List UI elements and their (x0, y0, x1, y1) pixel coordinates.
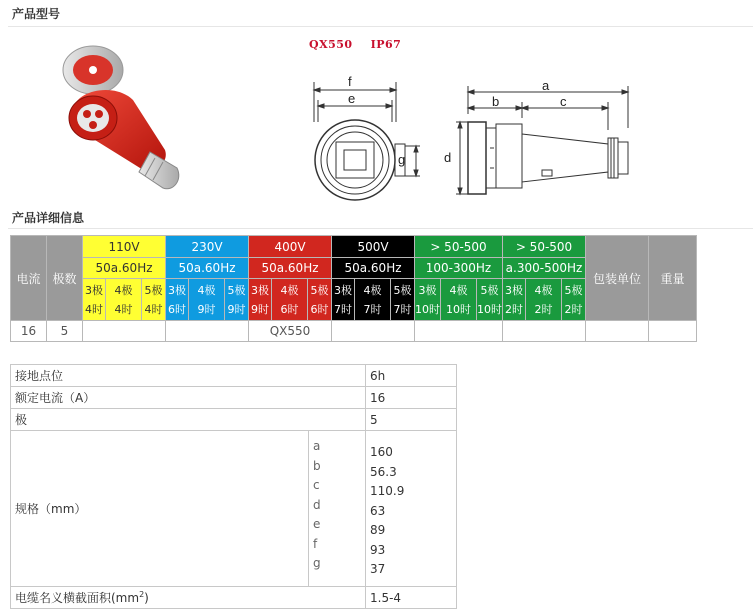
frequency-header: 50a.60Hz (166, 258, 249, 279)
dim-letter: c (313, 478, 320, 492)
dim-label-d: d (444, 150, 452, 165)
current-value: 16 (11, 321, 47, 342)
dim-letter: d (313, 497, 321, 512)
pole-cell: 5极 7时 (391, 279, 415, 321)
table-row (11, 431, 457, 587)
pole-cell: 5极 6时 (308, 279, 332, 321)
dim-value: 89 (370, 523, 386, 537)
dim-value: 56.3 (370, 464, 397, 479)
dim-label-g: g (398, 152, 406, 167)
dim-letter: b (313, 458, 321, 473)
dim-letter: e (313, 517, 321, 531)
model-value: QX550 (249, 321, 332, 342)
spec-label: 接地点位 (11, 365, 366, 387)
spec-value: 16 (366, 387, 457, 409)
spec-table (10, 364, 457, 609)
poles-value: 5 (47, 321, 83, 342)
spec-value: 5 (366, 409, 457, 431)
dim-value: 160 (370, 445, 393, 459)
front-view-drawing (298, 72, 428, 202)
model-label (309, 38, 401, 51)
table-row (11, 587, 457, 609)
col-header-weight: 重量 (649, 236, 697, 321)
pole-cell: 3极 4时 (83, 279, 106, 321)
pole-cell: 5极 10时 (477, 279, 503, 321)
spec-value: 6h (366, 365, 457, 387)
voltage-table (10, 235, 697, 342)
pole-cell: 3极 6时 (166, 279, 189, 321)
dims-label: 规格（mm） (11, 431, 309, 587)
spec-label: 电缆名义横截面积$(mm^2)$ (11, 587, 366, 609)
pole-cell: 5极 4时 (142, 279, 166, 321)
pole-cell: 3极 7时 (332, 279, 355, 321)
model-name: QX550 (309, 38, 353, 51)
pole-cell: 4极 4时 (106, 279, 142, 321)
col-header-poles: 极数 (47, 236, 83, 321)
dims-letters (309, 431, 366, 587)
pole-cell: 4极 6时 (272, 279, 308, 321)
pole-cell: 4极 9时 (189, 279, 225, 321)
dim-letter: f (313, 536, 318, 551)
section-divider (8, 26, 753, 27)
voltage-header: > 50-500 (415, 236, 503, 258)
pole-cell: 4极 7时 (355, 279, 391, 321)
dim-label-e: e (348, 91, 356, 106)
dim-label-f: f (348, 74, 352, 89)
spec-label: 极 (11, 409, 366, 431)
pole-cell: 4极 2时 (526, 279, 562, 321)
dims-values (366, 431, 457, 587)
dim-label-a: a (542, 78, 550, 93)
col-header-current: 电流 (11, 236, 47, 321)
pole-cell: 4极 10时 (441, 279, 477, 321)
table-row (11, 387, 457, 409)
section-title-detail: 产品详细信息 (12, 211, 85, 225)
side-view-drawing (438, 78, 638, 203)
frequency-header: a.300-500Hz (503, 258, 586, 279)
dim-letter: a (313, 439, 321, 453)
dim-value: 63 (370, 503, 386, 518)
frequency-header: 50a.60Hz (83, 258, 166, 279)
col-header-packing: 包装单位 (586, 236, 649, 321)
voltage-header: > 50-500 (503, 236, 586, 258)
frequency-header: 50a.60Hz (249, 258, 332, 279)
voltage-header: 110V (83, 236, 166, 258)
ip-rating: IP67 (370, 38, 402, 51)
spec-value: 1.5-4 (366, 587, 457, 609)
product-photo (55, 40, 185, 200)
table-row (11, 321, 697, 342)
dim-value: 93 (370, 542, 386, 557)
voltage-header: 500V (332, 236, 415, 258)
table-row (11, 365, 457, 387)
section-title-model: 产品型号 (12, 7, 61, 21)
voltage-header: 400V (249, 236, 332, 258)
frequency-header: 100-300Hz (415, 258, 503, 279)
frequency-header: 50a.60Hz (332, 258, 415, 279)
spec-label: 额定电流（A） (11, 387, 366, 409)
dim-value: 37 (370, 562, 386, 576)
voltage-header: 230V (166, 236, 249, 258)
dim-letter: g (313, 556, 321, 570)
dim-label-b: b (492, 94, 500, 109)
pole-cell: 3极 10时 (415, 279, 441, 321)
pole-cell: 5极 2时 (562, 279, 586, 321)
pole-cell: 3极 2时 (503, 279, 526, 321)
dim-label-c: c (560, 94, 567, 109)
pole-cell: 5极 9时 (225, 279, 249, 321)
section-divider (8, 228, 753, 229)
table-row (11, 409, 457, 431)
dim-value: 110.9 (370, 484, 405, 498)
pole-cell: 3极 9时 (249, 279, 272, 321)
